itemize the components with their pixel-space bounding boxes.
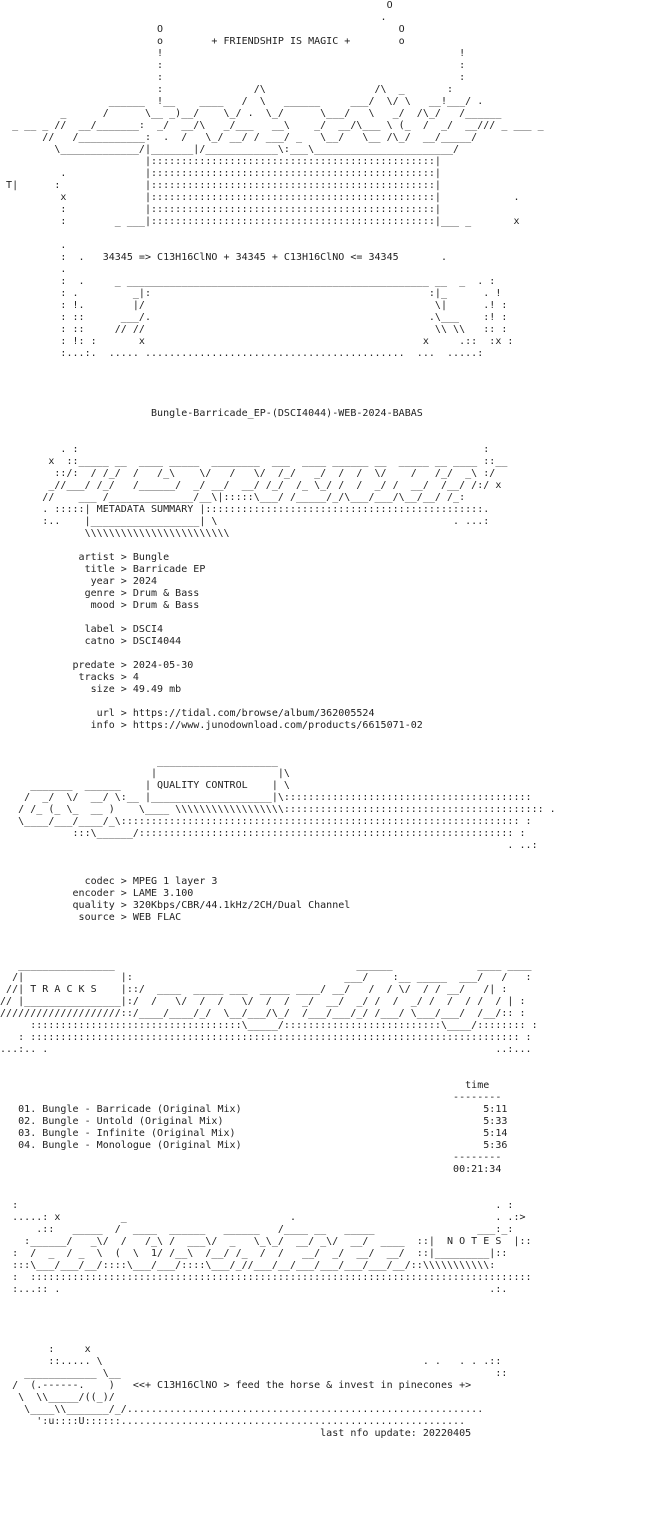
nfo-text: O . O O o + FRIENDSHIP IS MAGIC + o ! ! : : : : : /\ /\ _ : ______ !__ ____ / \ ______ ___/ \/ \ __!___/ . _ / \__ _)__/ \_/ . \_/ \___/ \ _/ /\_/ /______ _ __ _ // __/_______: _/ __/\ _/___ __\ _/ __/\___ \ (_ / _/ __/// _ ___ _ // /___________: . / \_/ __/ / ___/ _ \__/ \__ /\_/ __/_____/ \_____________/|_______|/____________\:___\_______________________/ |:::::::::::::::::::::::::::::::::::::::::::::::| . |:::::::::::::::::::::::::::::::::::::::::::::::| T| : |:::::::::::::::::::::::::::::::::::::::::::::::| x |:::::::::::::::::::::::::::::::::::::::::::::::| . : |:::::::::::::::::::::::::::::::::::::::::::::::| : _ ___|:::::::::::::::::::::::::::::::::::::::::::::::|___ _ x . : . 34345 => C13H16ClNO + 34345 + C13H16ClNO <= 34345 . . : . _ __________________________________________________ __ _ . : : . _|: :|_ . ! : !. |/ \| .! : : :: ___/. .\___ :! : : :: // // \\ \\ :: : : !: : x x .:: :x : :...:. ..... ........................................... ... .....: Bungle-Barricade_EP-(DSCI4044)-WEB-2024-BABAS . : : x ::_____ __ ____ _____ ________ ___ ____ ______ __ _____ __ ____ ::__ ::/: / /_/ / /_\ \/ / \/ /_/ _/ / / \/ / /_/ _\ :/ _//___/ /_/ /______/ _/ __/ __/ /_/ /_ \_/ / / _/ / __/ /__/ /:/ x // ___ /______________/__\|:::::\___/ /_____/_/\___/___/\__/__/ /_: . :::::| METADATA SUMMARY |::::::::::::::::::::::::::::::::::::::::::::::. :.. |__________________| \ . ...: \\\\\\\\\\\\\\\\\\\\\\\\ artist > Bungle title > Barricade EP year > 2024 genre > Drum & Bass mood > Drum & Bass label > DSCI4 catno > DSCI4044 predate > 2024-05-30 tracks > 4 size > 49.49 mb url > https://tidal.com/browse/album/362005524 info > https://www.junodownload.com/products/6615071-02 ____________________ | |\ _______ ______ | QUALITY CONTROL | \ / _/ \/ __/ \:__ |____________________|\::::::::::::::::::::::::::::::::::::::::: / /_ (_ \_ __ ) \____ \\\\\\\\\\\\\\\\\\::::::::::::::::::::::::::::::::::::::::::: . \____/___/____/_\:::::::::::::::::::::::::::::::::::::::::::::::::::::::::::::::::: : :::\______/:::::::::::::::::::::::::::::::::::::::::::::::::::::::::::::: : . ..: codec > MPEG 1 layer 3 encoder > LAME 3.100 quality > 320Kbps/CBR/44.1kHz/2CH/Dual Channel source > WEB FLAC ________________ ______ ____ ____ /| |: ___/ :__ _____ ___/ / : //| T R A C K S |::/ ____ _____ ___ _____ ____/ __/ / / \/ / / __/ /| : // |________________|:/ / \/ / / \/ / / _/ __/ _/ / / _/ / / / / / | : ////////////////////::/____/____/_/ \__/___/\_/ /___/___/_/ /___/ \___/___/ /__/:: : :::::::::::::::::::::::::::::::::::\_____/::::::::::::::::::::::::::\____/:::::::: : : ::::::::::::::::::::::::::::::::::::::::::::::::::::::::::::::::::::::::::::::::: : ...:.. . ..:... time -------- 01. Bungle - Barricade (Original Mix) 5:11 02. Bungle - Untold (Original Mix) 5:33 03. Bungle - Infinite (Original Mix) 5:14 04. Bungle - Monologue (Original Mix) 5:36 -------- 00:21:34 : . : .....: x _ . . .:> .:: _____ / ____ ______ ______ /____ __ _____ ___:_: :______/ _\/ / /_\ / ___\/ _ \_\_/ __/ _\/ __/ ____ ::| N O T E S |:: : / _ / _ \ ( \ 1/ /__\ /__/ /_ / / __/ _/ __/ __/ ::|_________|:: :::\___/___/__/::::\___/___/::::\___/_//___/__/___/___/___/___/__/::\\\\\\\\\\\: : ::::::::::::::::::::::::::::::::::::::::::::::::::::::::::::::::::::::::::::::::::: :...:: . .:. : x ::..... \ . . . . .:: ____________ \__ :: / (.------. ) <<+ C13H16ClNO > feed the horse & invest in pinecones +> \ \\_____/((_)/ \____\\_______/_/........................................................... ':u::::U::::::......................................................... last nfo update: 20220405: [0, 0, 556, 1439]
